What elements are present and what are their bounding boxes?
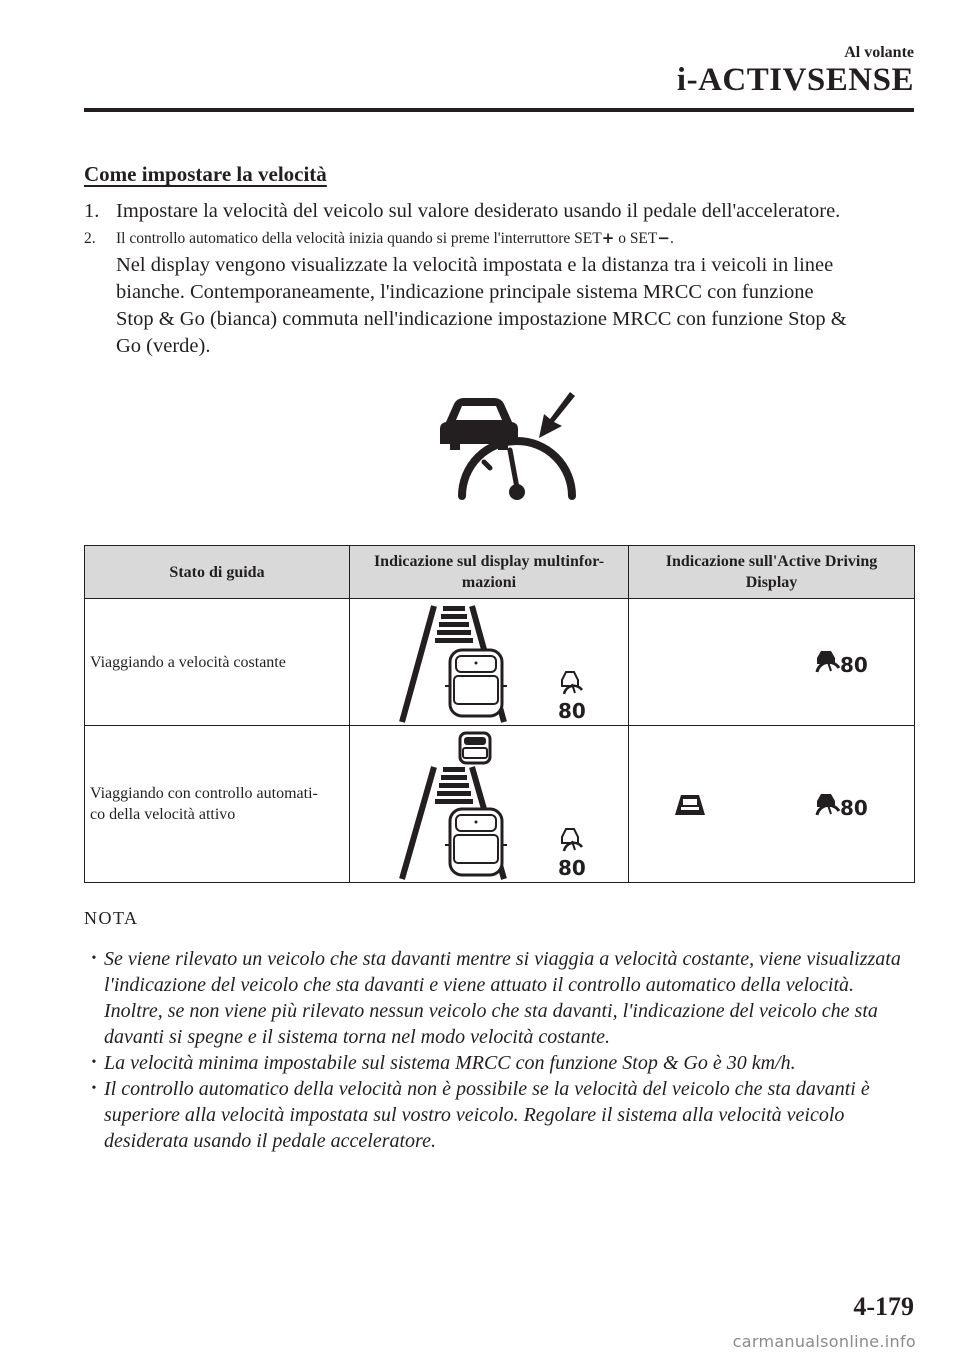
note-text: Se viene rilevato un veicolo che sta davanti mentre si viaggia a velocità costante, viene visualizzata l'indicazione del veicolo che sta davanti e viene attuato il controllo automatico della velocità. Inoltre, se non viene più rilevato nessun veicolo che sta davanti, l'indicazione del veicolo che sta davanti si spegne e il sistema torna nel modo velocità costante.: [104, 948, 901, 1048]
minus-symbol: −: [657, 229, 670, 247]
bullet: •: [91, 1081, 97, 1096]
col-header-multi-info-display: Indicazione sul display multinfor- mazioni: [350, 546, 629, 599]
active-driving-display-illustration: [629, 726, 915, 883]
set-speed-value: 80: [840, 795, 868, 820]
subsection-title: Come impostare la velocità: [84, 162, 327, 186]
notes-list: [84, 946, 916, 1154]
nota-title: NOTA: [84, 908, 139, 928]
col-header-active-driving-display: Indicazione sull'Active Driving Display: [629, 546, 915, 599]
mrcc-small-icon: [562, 672, 582, 694]
bullet: •: [91, 951, 97, 966]
display-table: [84, 545, 915, 883]
chapter-label: Al volante: [844, 44, 914, 61]
page-number: 4-179: [853, 1292, 914, 1321]
watermark: carmanualsonline.info: [732, 1332, 916, 1351]
note-text: Il controllo automatico della velocità non è possibile se la velocità del veicolo che sta davanti è superiore alla velocità impostata sul vostro veicolo. Regolare il sistema alla velocità veicolo desiderata usando il pedale acceleratore.: [104, 1078, 870, 1152]
mrcc-small-icon: [817, 794, 839, 815]
list-item: [84, 1050, 916, 1076]
step-text: Nel display vengono visualizzate la velocità impostata e la distanza tra i veicoli in linee: [116, 254, 834, 276]
step-text: bianche. Contemporaneamente, l'indicazione principale sistema MRCC con funzione: [116, 281, 814, 303]
own-vehicle-icon: [445, 650, 507, 716]
list-item: [84, 1076, 916, 1154]
bullet: •: [91, 1055, 97, 1070]
own-vehicle-icon: [445, 809, 507, 875]
table-row: [85, 599, 915, 726]
vehicle-ahead-icon: [460, 733, 490, 763]
mrcc-stop-go-set-indicator-icon: [436, 392, 580, 508]
driving-state-label: Viaggiando a velocità costante: [85, 599, 350, 726]
col-header-driving-state: Stato di guida: [85, 546, 350, 599]
step-number: 2.: [84, 230, 96, 247]
set-speed-value: 80: [558, 698, 586, 723]
set-speed-value: 80: [558, 855, 586, 880]
set-speed-value: 80: [840, 652, 868, 677]
step-text: Il controllo automatico della velocità inizia quando si preme l'interruttore SET+ o SET−.: [116, 229, 674, 247]
note-text: La velocità minima impostabile sul sistema MRCC con funzione Stop & Go è 30 km/h.: [104, 1052, 796, 1074]
multi-info-display-illustration: [350, 726, 629, 883]
step-number: 1.: [84, 200, 100, 222]
vehicle-ahead-icon: [675, 795, 705, 815]
mrcc-small-icon: [817, 651, 839, 672]
driving-state-label: Viaggiando con controllo automati- co della velocità attivo: [85, 726, 350, 883]
plus-symbol: +: [601, 229, 615, 247]
section-title-header: i-ACTIVSENSE: [676, 62, 914, 98]
step-text: Stop & Go (bianca) commuta nell'indicazione impostazione MRCC con funzione Stop &: [116, 308, 847, 330]
table-header-row: [85, 546, 915, 599]
multi-info-display-illustration: [350, 599, 629, 726]
list-item: [84, 946, 916, 1050]
active-driving-display-illustration: [629, 599, 915, 726]
mrcc-small-icon: [562, 829, 582, 851]
step-text: Impostare la velocità del veicolo sul valore desiderato usando il pedale dell'acceleratore.: [116, 200, 841, 222]
header-rule: [84, 108, 914, 112]
step-2: [84, 225, 916, 360]
steps-list: [84, 198, 916, 360]
step-text: Go (verde).: [116, 335, 211, 357]
step-1: [84, 198, 916, 225]
table-row: [85, 726, 915, 883]
